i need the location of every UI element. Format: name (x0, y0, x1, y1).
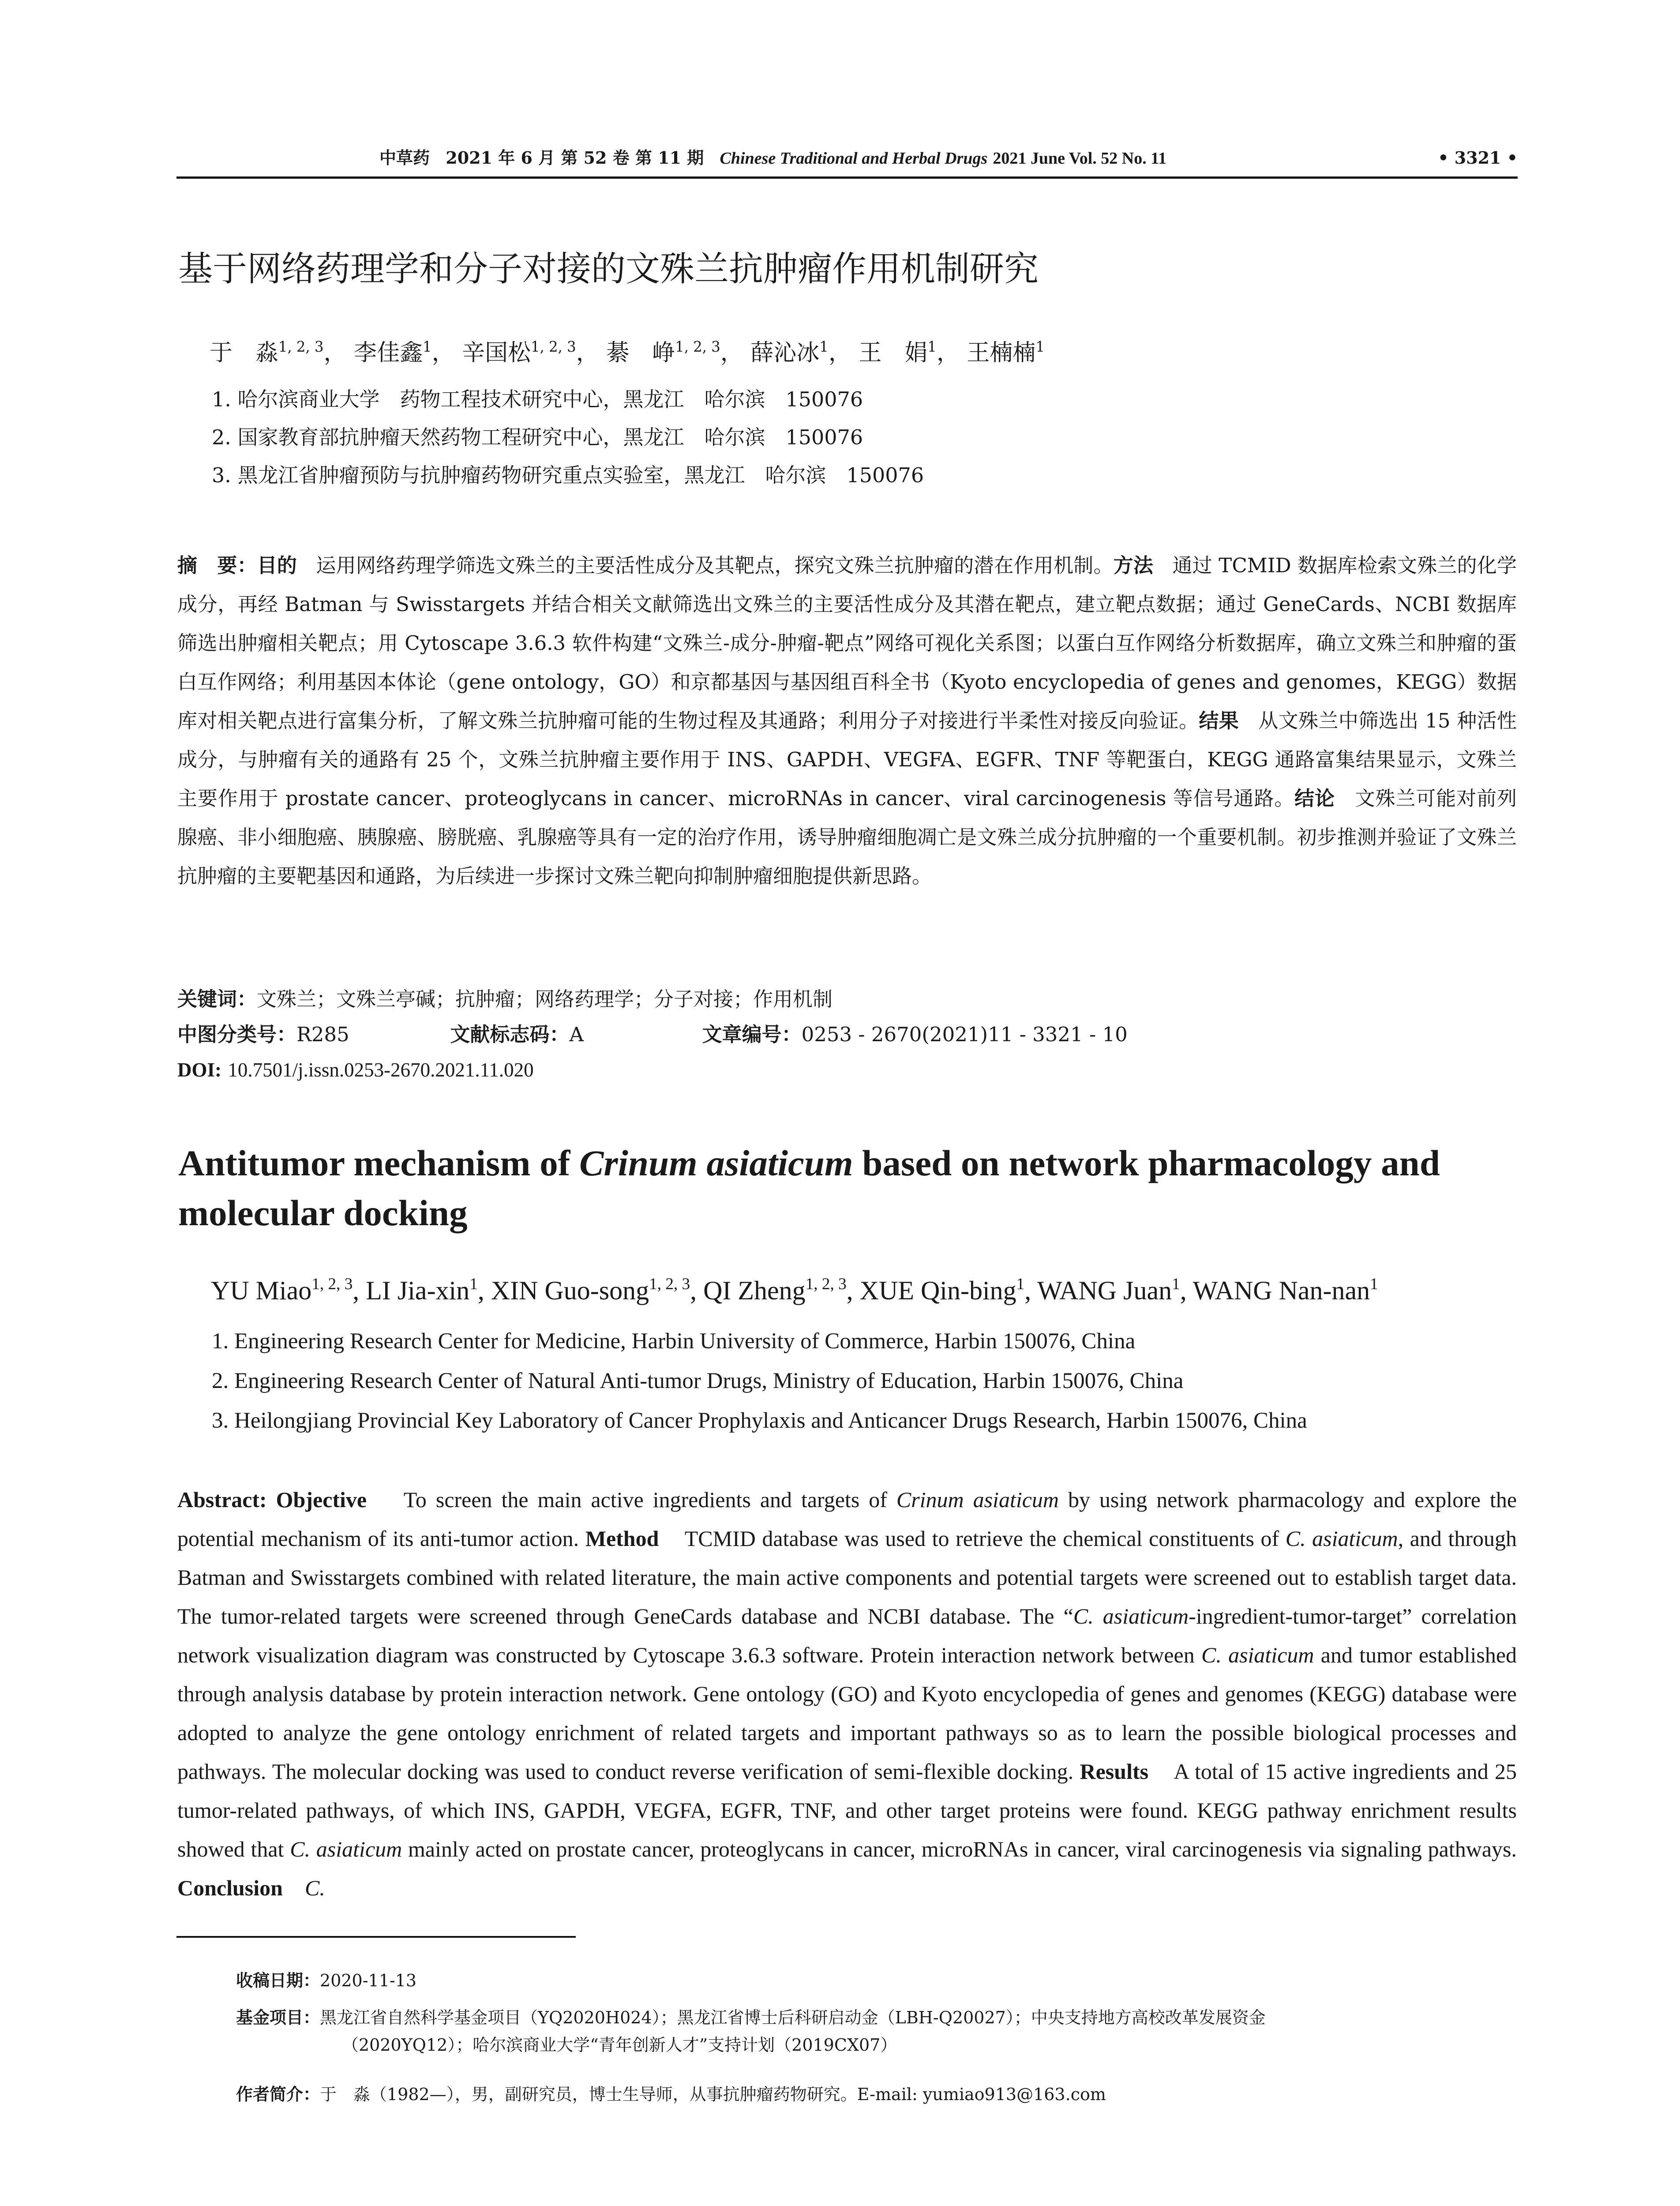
species-name: C. asiaticum (290, 1837, 402, 1861)
objective-label: Objective (276, 1487, 367, 1512)
author-affiliation-marker: 1 (819, 338, 829, 356)
page-number: • 3321 • (1438, 148, 1518, 168)
results-label: 结果 (1199, 709, 1239, 732)
author-separator: ， (431, 340, 455, 366)
species-name: C. asiaticum (1073, 1604, 1189, 1628)
author-list-cn (210, 335, 1045, 371)
author-affiliation-marker: 1 (927, 338, 937, 356)
method-text: and tumor established through analysis database by protein interaction network. Gene ontology (GO) and Kyoto encyclopedia of genes and genomes (KEGG) database were adopted to analyze the gene ontology enrichment of related targets and important pathways so as to learn the possible biological processes and pathways. The molecular docking was used to conduct reverse verification of semi-flexible docking. (177, 1643, 1517, 1784)
author-name: QI Zheng (703, 1276, 806, 1305)
author-name: 王 娟 (859, 340, 928, 366)
results-text: mainly acted on prostate cancer, proteoglycans in cancer, microRNAs in cancer, viral carcinogenesis via signaling pathways. (402, 1837, 1517, 1861)
author-name: YU Miao (211, 1276, 312, 1305)
objective-text: 运用网络药理学筛选文殊兰的主要活性成分及其靶点，探究文殊兰抗肿瘤的潜在作用机制。 (316, 554, 1114, 577)
keywords-label: 关键词： (177, 987, 257, 1011)
affiliation-en-3: 3. Heilongjiang Provincial Key Laboratory of Cancer Prophylaxis and Anticancer Drugs Research, Harbin 150076, China (212, 1408, 1307, 1433)
author-name: 薛沁冰 (750, 340, 820, 366)
doi-label: DOI: (177, 1059, 221, 1081)
author-affiliation-marker: 1 (469, 1275, 478, 1293)
author-bio-label: 作者简介： (236, 2085, 320, 2104)
method-text: 通过 TCMID 数据库检索文殊兰的化学成分，再经 Batman 与 Swisstargets 并结合相关文献筛选出文殊兰的主要活性成分及其潜在靶点，建立靶点数据；通过 GeneCards、NCBI 数据库筛选出肿瘤相关靶点；用 Cytoscape 3.6.3 软件构建“文殊兰-成分-肿瘤-靶点”网络可视化关系图；以蛋白互作网络分析数据库，确立文殊兰和肿瘤的蛋白互作网络；利用基因本体论（gene ontology，GO）和京都基因与基因组百科全书（Kyoto encyclopedia of genes and genomes，KEGG）数据库对相关靶点进行富集分析，了解文殊兰抗肿瘤可能的生物过程及其通路；利用分子对接进行半柔性对接反向验证。 (177, 554, 1517, 732)
paper-title-en (178, 1138, 1519, 1238)
article-number: 0253 - 2670(2021)11 - 3321 - 10 (801, 1023, 1128, 1046)
author-name: WANG Nan-nan (1192, 1276, 1370, 1305)
abstract-label: Abstract: (177, 1487, 267, 1512)
author-separator: , (1024, 1276, 1038, 1305)
issue-cn: 2021 年 6 月 第 52 卷 第 11 期 (446, 148, 704, 168)
author-separator: ， (936, 340, 960, 366)
title-species: Crinum asiaticum (579, 1143, 853, 1183)
author-affiliation-marker: 1 (1016, 1275, 1025, 1293)
affiliation-cn-3: 3. 黑龙江省肿瘤预防与抗肿瘤药物研究重点实验室，黑龙江 哈尔滨 150076 (212, 463, 924, 487)
author-separator: , (690, 1276, 704, 1305)
objective-text: by using network pharmacology and explore the potential mechanism of its anti-tumor action. (177, 1487, 1517, 1551)
received-label: 收稿日期： (236, 1971, 320, 1990)
author-affiliation-marker: 1, 2, 3 (805, 1275, 847, 1293)
results-text: 从文殊兰中筛选出 15 种活性成分，与肿瘤有关的通路有 25 个，文殊兰抗肿瘤主要作用于 INS、GAPDH、VEGFA、EGFR、TNF 等靶蛋白，KEGG 通路富集结果显示，文殊兰主要作用于 prostate cancer、proteoglycans in cancer、microRNAs in cancer、viral carcinogenesis 等信号通路。 (177, 709, 1517, 810)
title-text: based on network pharmacology and molecular docking (178, 1143, 1440, 1233)
author-separator: , (846, 1276, 860, 1305)
author-affiliation-marker: 1 (1172, 1275, 1180, 1293)
document-code-label: 文献标志码： (450, 1023, 570, 1046)
affiliation-cn-1: 1. 哈尔滨商业大学 药物工程技术研究中心，黑龙江 哈尔滨 150076 (212, 387, 863, 411)
author-name: 王楠楠 (967, 340, 1036, 366)
author-affiliation-marker: 1 (1370, 1275, 1378, 1293)
journal-name-cn: 中草药 (379, 148, 430, 168)
issue-en: 2021 June Vol. 52 No. 11 (993, 149, 1167, 168)
method-text: , and through Batman and Swisstargets combined with related literature, the main active components and potential targets were screened out to establish target data. The tumor-related targets were screened through GeneCards database and NCBI database. The “ (177, 1526, 1517, 1628)
abstract-label: 摘 要： (177, 554, 257, 577)
author-name: WANG Juan (1037, 1276, 1172, 1305)
conclusion-label: 结论 (1294, 787, 1335, 810)
results-text: A total of 15 active ingredients and 25 tumor-related pathways, of which INS, GAPDH, VEGFA, EGFR, TNF, and other target proteins were found. KEGG pathway enrichment results showed that (177, 1759, 1517, 1861)
header-rule (176, 176, 1518, 179)
affiliation-en-1: 1. Engineering Research Center for Medicine, Harbin University of Commerce, Harbin 150076, China (212, 1329, 1136, 1354)
affiliation-cn-2: 2. 国家教育部抗肿瘤天然药物工程研究中心，黑龙江 哈尔滨 150076 (212, 425, 863, 449)
author-bio: 于 淼（1982—），男，副研究员，博士生导师，从事抗肿瘤药物研究。E-mail: yumiao913@163.com (320, 2085, 1106, 2104)
running-header (176, 145, 1518, 171)
author-affiliation-marker: 1, 2, 3 (531, 338, 576, 356)
document-code: A (569, 1023, 584, 1046)
fund-text-line2: （2020YQ12）；哈尔滨商业大学“青年创新人才”支持计划（2019CX07） (342, 2035, 897, 2055)
species-name: C. asiaticum (1285, 1526, 1398, 1551)
journal-name-en: Chinese Traditional and Herbal Drugs (720, 149, 988, 168)
author-name: 綦 峥 (606, 340, 675, 366)
objective-label: 目的 (257, 554, 297, 577)
fund-label: 基金项目： (236, 2008, 320, 2027)
results-label: Results (1080, 1759, 1149, 1784)
title-text: Antitumor mechanism of (178, 1143, 580, 1183)
author-name: 于 淼 (210, 340, 279, 366)
author-affiliation-marker: 1, 2, 3 (311, 1275, 353, 1293)
author-name: LI Jia-xin (366, 1276, 470, 1305)
species-name: C. asiaticum (1201, 1643, 1314, 1667)
fund-text-line1: 黑龙江省自然科学基金项目（YQ2020H024）；黑龙江省博士后科研启动金（LBH-Q20027）；中央支持地方高校改革发展资金 (320, 2008, 1266, 2027)
author-list-en (211, 1271, 1378, 1310)
author-name: XUE Qin-bing (859, 1276, 1016, 1305)
abstract-en (177, 1480, 1517, 1907)
abstract-cn (177, 546, 1517, 896)
author-separator: , (1180, 1276, 1193, 1305)
author-name: 李佳鑫 (354, 340, 423, 366)
method-text: -ingredient-tumor-target” correlation network visualization diagram was constructed by Cytoscape 3.6.3 software. Protein interaction network between (177, 1604, 1517, 1667)
conclusion-label: Conclusion (177, 1876, 283, 1900)
footnote-author (236, 2081, 1106, 2108)
clc-number: R285 (296, 1023, 349, 1046)
author-separator: ， (720, 340, 743, 366)
affiliation-en-2: 2. Engineering Research Center of Natural Anti-tumor Drugs, Ministry of Education, Harbin 150076, China (212, 1369, 1184, 1393)
method-label: Method (585, 1526, 659, 1551)
author-name: 辛国松 (462, 340, 531, 366)
method-text: TCMID database was used to retrieve the chemical constituents of (684, 1526, 1286, 1551)
keywords: 文殊兰；文殊兰亭碱；抗肿瘤；网络药理学；分子对接；作用机制 (257, 987, 833, 1011)
species-name: Crinum asiaticum (896, 1487, 1059, 1512)
journal-info (379, 145, 1166, 172)
author-name: XIN Guo-song (491, 1276, 649, 1305)
clc-label: 中图分类号： (177, 1023, 297, 1046)
doi-line (177, 1052, 534, 1088)
author-separator: ， (828, 340, 851, 366)
author-affiliation-marker: 1 (1035, 338, 1045, 356)
author-separator: , (477, 1276, 491, 1305)
paper-title-cn: 基于网络药理学和分子对接的文殊兰抗肿瘤作用机制研究 (178, 249, 1039, 289)
footnote-fund (236, 2004, 1515, 2059)
author-affiliation-marker: 1, 2, 3 (278, 338, 324, 356)
received-date: 2020-11-13 (320, 1971, 417, 1990)
article-number-label: 文章编号： (702, 1023, 802, 1046)
keywords-line (177, 982, 832, 1017)
author-separator: , (352, 1276, 366, 1305)
conclusion-text: 文殊兰可能对前列腺癌、非小细胞癌、胰腺癌、膀胱癌、乳腺癌等具有一定的治疗作用，诱导肿瘤细胞凋亡是文殊兰成分抗肿瘤的一个重要机制。初步推测并验证了文殊兰抗肿瘤的主要靶基因和通路，为后续进一步探讨文殊兰靶向抑制肿瘤细胞提供新思路。 (177, 787, 1517, 888)
author-affiliation-marker: 1 (423, 338, 432, 356)
classification-line (177, 1017, 1128, 1052)
author-affiliation-marker: 1, 2, 3 (649, 1275, 690, 1293)
method-label: 方法 (1113, 554, 1154, 577)
author-affiliation-marker: 1, 2, 3 (675, 338, 720, 356)
doi-value[interactable]: 10.7501/j.issn.0253-2670.2021.11.020 (228, 1059, 534, 1081)
author-separator: ， (323, 340, 347, 366)
footnote-received (236, 1967, 416, 1994)
species-name: C. (304, 1876, 325, 1900)
footnote-rule (176, 1936, 576, 1938)
objective-text: To screen the main active ingredients and targets of (403, 1487, 896, 1512)
author-separator: ， (576, 340, 599, 366)
